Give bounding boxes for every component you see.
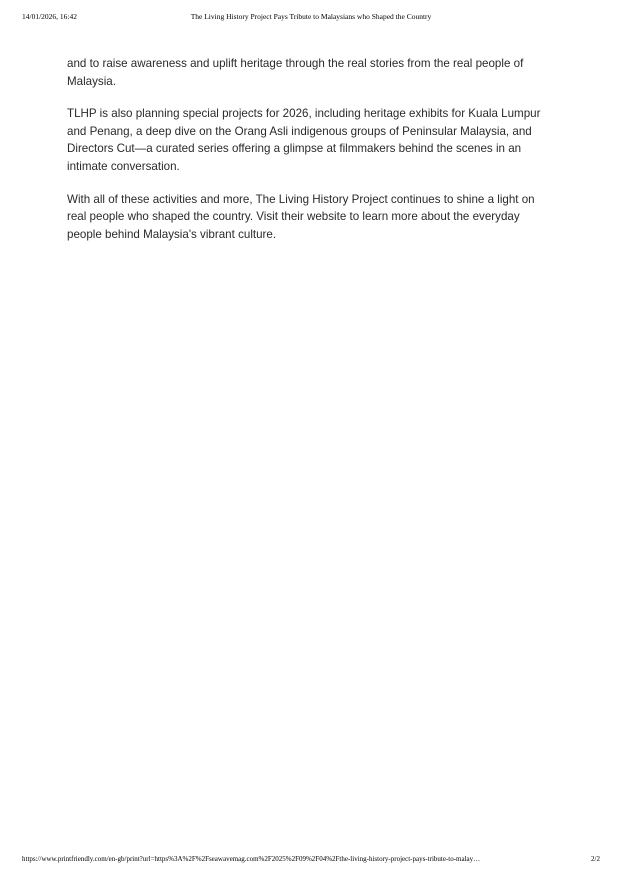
footer-source-url: https://www.printfriendly.com/en-gb/print?url=https%3A%2F%2Fseawavemag.com%2F2025%2F09%2F04%2Fthe-living-history-project-pays-tribute-to-malay… (22, 855, 481, 863)
header-print-date: 14/01/2026, 16:42 (22, 12, 78, 21)
header-document-title: The Living History Project Pays Tribute to Malaysians who Shaped the Country (190, 12, 432, 21)
footer-page-number: 2/2 (591, 855, 600, 863)
page-running-footer (0, 855, 622, 867)
article-paragraph: and to raise awareness and uplift heritage through the real stories from the real people of Malaysia. (67, 57, 524, 88)
article-paragraph: With all of these activities and more, The Living History Project continues to shine a light on real people who shaped the country. Visit their website to learn more about the everyday people behind Malaysia's vibrant culture. (67, 192, 535, 241)
article-body (67, 55, 549, 243)
article-paragraph: TLHP is also planning special projects for 2026, including heritage exhibits for Kuala Lumpur and Penang, a deep dive on the Orang Asli indigenous groups of Peninsular Malaysia, and Directors Cut—a curated series offering a glimpse at filmmakers behind the scenes in an intimate conversation. (67, 107, 541, 173)
page-running-header (0, 12, 622, 26)
